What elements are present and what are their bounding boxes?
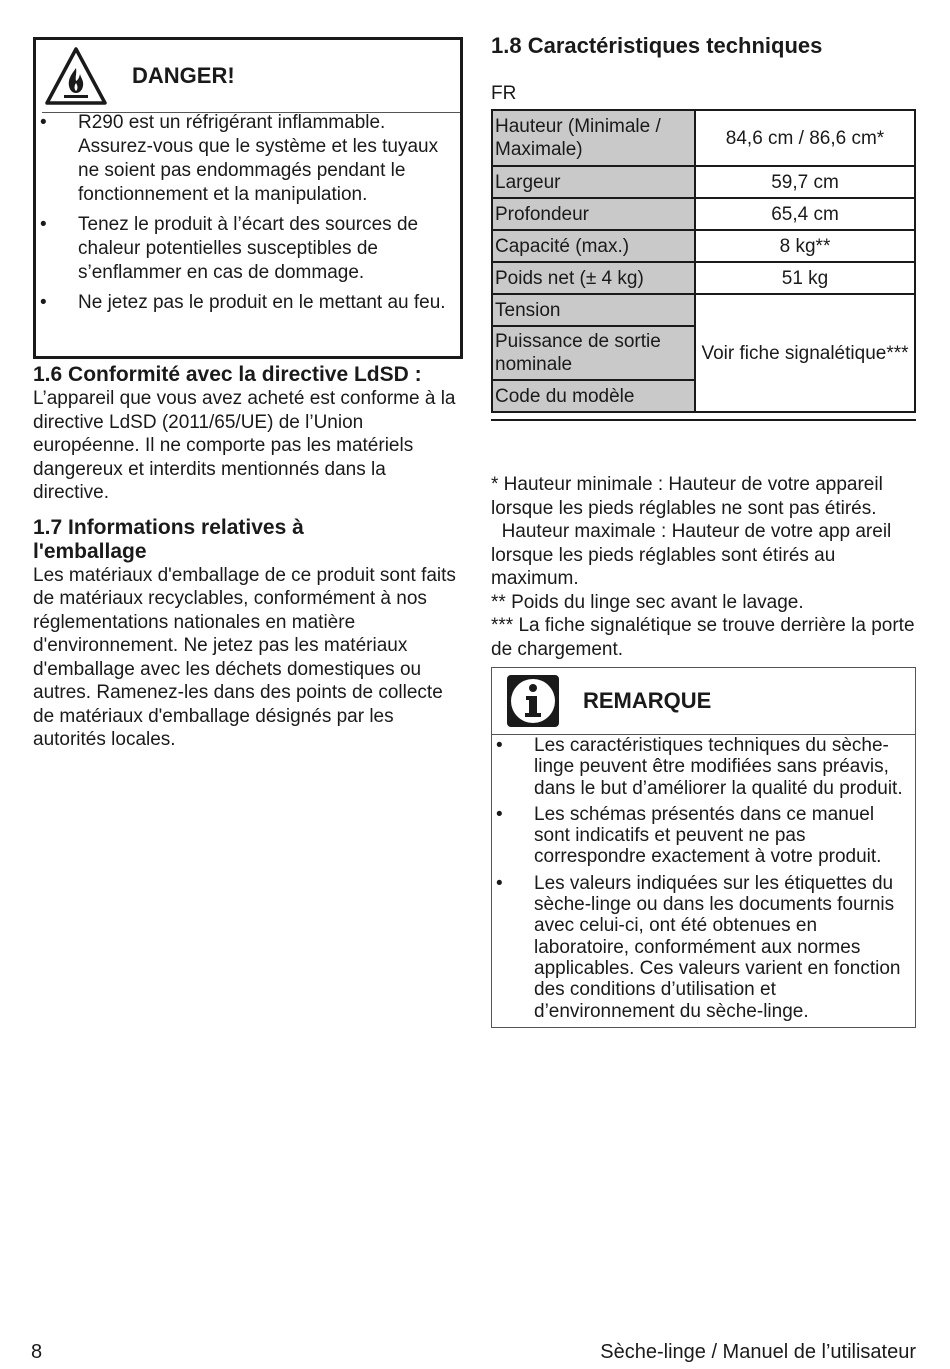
- list-item: • Ne jetez pas le produit en le mettant au feu.: [40, 292, 446, 313]
- bullet-text: Les schémas présentés dans ce manuel sont indicatifs et peuvent ne pas correspondre exactement à votre produit.: [534, 803, 882, 868]
- spec-value: 51 kg: [695, 262, 915, 294]
- left-column: [33, 37, 463, 752]
- remark-bullet-list: [492, 735, 915, 1022]
- section-heading-1-8: 1.8 Caractéristiques techniques: [491, 33, 823, 58]
- spec-label: Tension: [492, 294, 695, 326]
- spec-value: 8 kg**: [695, 230, 915, 262]
- page-number: 8: [31, 1341, 43, 1363]
- section-heading-1-7: 1.7 Informations relatives à l'emballage: [33, 515, 304, 563]
- spec-label: Code du modèle: [492, 380, 695, 412]
- table-row: [492, 166, 915, 198]
- table-row: [492, 110, 915, 166]
- spec-table: [491, 109, 916, 413]
- spec-value-merged: Voir fiche signalétique***: [695, 294, 915, 412]
- spec-label: Poids net (± 4 kg): [492, 262, 695, 294]
- spec-label: Largeur: [492, 166, 695, 198]
- spec-notes: [491, 473, 916, 661]
- note: *** La fiche signalétique se trouve derrière la porte de chargement.: [491, 615, 915, 660]
- danger-box: [33, 37, 463, 359]
- footer-title: Sèche-linge / Manuel de l’utilisateur: [600, 1341, 916, 1363]
- spec-value: 65,4 cm: [695, 198, 915, 230]
- divider: [491, 419, 916, 421]
- note: * Hauteur minimale : Hauteur de votre appareil lorsque les pieds réglables ne sont pas étirés.: [491, 474, 883, 519]
- spec-label: Puissance de sortie nominale: [492, 326, 695, 380]
- bullet-text: Les caractéristiques techniques du sèche-linge peuvent être modifiées sans préavis, dans le but d’améliorer la qualité du produit.: [534, 735, 903, 799]
- danger-title: DANGER!: [132, 63, 235, 88]
- flammable-warning-icon: [44, 46, 108, 106]
- bullet-text: Les valeurs indiquées sur les étiquettes du sèche-linge ou dans les documents fournis avec celui-ci, ont été obtenues en laboratoire, conformément aux normes applicables. Ces valeurs varient en fonction des conditions d’utilisation et d’environnement du sèche-linge.: [534, 872, 901, 1022]
- list-item: • Tenez le produit à l’écart des sources de chaleur potentielles susceptibles de s’enflammer en cas de dommage.: [40, 214, 419, 283]
- spec-label: Hauteur (Minimale / Maximale): [492, 110, 695, 166]
- section-body-1-6: L’appareil que vous avez acheté est conforme à la directive LdSD (2011/65/UE) de l’Union européenne. Il ne comporte pas les matériels dangereux et interdits mentionnés dans la directive.: [33, 388, 456, 503]
- danger-bullet-list: [36, 111, 460, 315]
- table-row: [492, 230, 915, 262]
- spec-label: Capacité (max.): [492, 230, 695, 262]
- remark-title: REMARQUE: [583, 688, 712, 713]
- bullet-text: R290 est un réfrigérant inflammable. Assurez-vous que le système et les tuyaux ne soient pas endommagés pendant le fonctionnement et la manipulation.: [78, 112, 439, 205]
- remark-box: [491, 667, 916, 1028]
- spec-label: Profondeur: [492, 198, 695, 230]
- spec-value: 84,6 cm / 86,6 cm*: [695, 110, 915, 166]
- list-item: • Les valeurs indiquées sur les étiquettes du sèche-linge ou dans les documents fournis avec celui-ci, ont été obtenues en laboratoire, conformément aux normes applicables. Ces valeurs varient en fonction des conditions d’utilisation et d’environnement du sèche-linge.: [496, 872, 901, 1022]
- table-row: [492, 262, 915, 294]
- remark-header: [492, 668, 915, 735]
- list-item: • Les schémas présentés dans ce manuel sont indicatifs et peuvent ne pas correspondre exactement à votre produit.: [496, 803, 882, 868]
- note: Hauteur maximale : Hauteur de votre app areil lorsque les pieds réglables sont étirés au maximum.: [491, 521, 897, 589]
- info-icon: [507, 675, 559, 727]
- language-code: FR: [491, 83, 517, 104]
- bullet-text: Tenez le produit à l’écart des sources de chaleur potentielles susceptibles de s’enflammer en cas de dommage.: [78, 214, 419, 283]
- danger-header: [42, 40, 460, 113]
- spec-value: 59,7 cm: [695, 166, 915, 198]
- list-item: • Les caractéristiques techniques du sèche-linge peuvent être modifiées sans préavis, dans le but d’améliorer la qualité du produit.: [496, 735, 903, 799]
- note: ** Poids du linge sec avant le lavage.: [491, 591, 804, 613]
- table-row: [492, 198, 915, 230]
- table-row: [492, 294, 915, 326]
- list-item: • R290 est un réfrigérant inflammable. Assurez-vous que le système et les tuyaux ne soient pas endommagés pendant le fonctionnement et la manipulation.: [40, 112, 439, 205]
- bullet-text: Ne jetez pas le produit en le mettant au feu.: [78, 292, 446, 313]
- right-column: [491, 30, 916, 1028]
- section-body-1-7: Les matériaux d'emballage de ce produit sont faits de matériaux recyclables, conformément à nos réglementations nationales en matière d'environnement. Ne jetez pas les matériaux d'emballage avec les déchets domestiques ou autres. Ramenez-les dans des points de collecte de matériaux d'emballage désignés par les autorités locales.: [33, 564, 456, 750]
- section-heading-1-6: 1.6 Conformité avec la directive LdSD :: [33, 363, 422, 386]
